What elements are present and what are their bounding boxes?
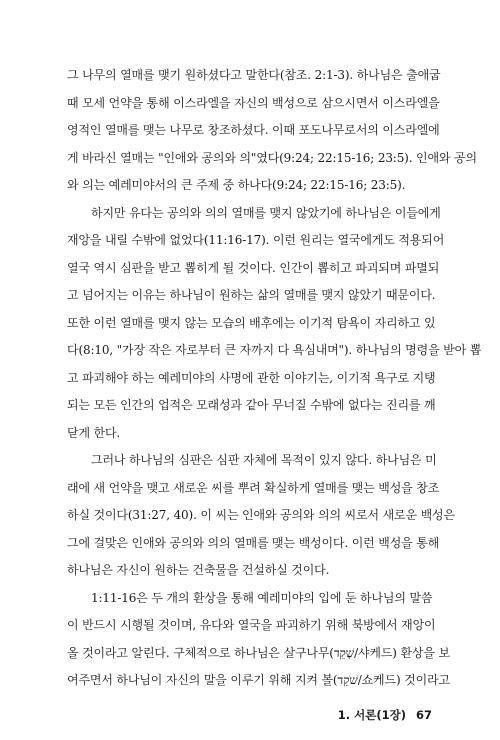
page-footer [338, 707, 432, 723]
text-line: 이 반드시 시행될 것이며, 유다와 열국을 파괴하기 위해 북방에서 재앙이 [67, 618, 436, 632]
text-line: 그러나 하나님의 심판은 심판 자체에 목적이 있지 않다. 하나님은 미 [91, 453, 437, 467]
text-line: 그 나무의 열매를 맺기 원하셨다고 말한다(참조. 2:1-3). 하나님은 출애굽 [67, 68, 441, 82]
text-line: 그에 걸맞은 인애와 공의와 의의 열매를 맺는 백성이다. 이런 백성을 통해 [67, 535, 440, 550]
text-line: 여주면서 하나님이 자신의 말을 이루기 위해 지켜 볼(שֹׁקֵד/쇼케드) 것이라고 [67, 673, 450, 687]
page-number: 67 [415, 708, 432, 722]
body-text [67, 62, 482, 695]
text-line: 고 넘어지는 이유는 하나님이 원하는 삶의 열매를 맺지 않았기 때문이다. [67, 288, 436, 302]
text-line: 하지만 유다는 공의와 의의 열매를 맺지 않았기에 하나님은 이들에게 [91, 205, 441, 220]
text-line: 올 것이라고 알린다. 구체적으로 하나님은 살구나무(שָׁקֵד/샤케드) 환상을 보 [67, 645, 450, 660]
text-line: 1:11-16은 두 개의 환상을 통해 예레미야의 입에 둔 하나님의 말씀 [91, 590, 433, 605]
text-line: 되는 모든 인간의 업적은 모래성과 같아 무너질 수밖에 없다는 진리를 깨 [67, 398, 436, 412]
text-line: 게 바라신 열매는 "인애와 공의와 의"였다(9:24; 22:15-16; 23:5). 인애와 공의 [67, 150, 477, 165]
text-line: 영적인 열매를 맺는 나무로 창조하셨다. 이때 포도나무로서의 이스라엘에 [67, 123, 440, 137]
text-line: 하실 것이다(31:27, 40). 이 씨는 인애와 공의와 의의 씨로서 새로운 백성은 [67, 508, 455, 522]
chapter-label: 1. 서론(1장) [337, 708, 406, 722]
text-line: 고 파괴해야 하는 예레미야의 사명에 관한 이야기는, 이기적 욕구로 지탱 [67, 370, 436, 385]
text-line: 때 모세 언약을 통해 이스라엘을 자신의 백성으로 삼으시면서 이스라엘을 [67, 95, 440, 110]
text-line: 래에 새 언약을 맺고 새로운 씨를 뿌려 확실하게 열매를 맺는 백성을 창조 [67, 480, 440, 495]
text-line: 닫게 한다. [67, 425, 121, 440]
text-line: 또한 이런 열매를 맺지 않는 모습의 배후에는 이기적 탐욕이 자리하고 있 [67, 315, 436, 330]
text-line: 와 의는 예레미야서의 큰 주제 중 하나다(9:24; 22:15-16; 23:5). [67, 178, 406, 192]
text-line: 재앙을 내릴 수밖에 없었다(11:16-17). 이런 원리는 열국에게도 적용되어 [67, 233, 445, 247]
text-line: 다(8:10, "가장 작은 자로부터 큰 자까지 다 욕심내며"). 하나님의 명령을 받아 뽑 [67, 343, 482, 357]
text-line: 열국 역시 심판을 받고 뽑히게 될 것이다. 인간이 뽑히고 파괴되며 파멸되 [67, 260, 440, 275]
text-line: 하나님은 자신이 원하는 건축물을 건설하실 것이다. [67, 563, 330, 577]
